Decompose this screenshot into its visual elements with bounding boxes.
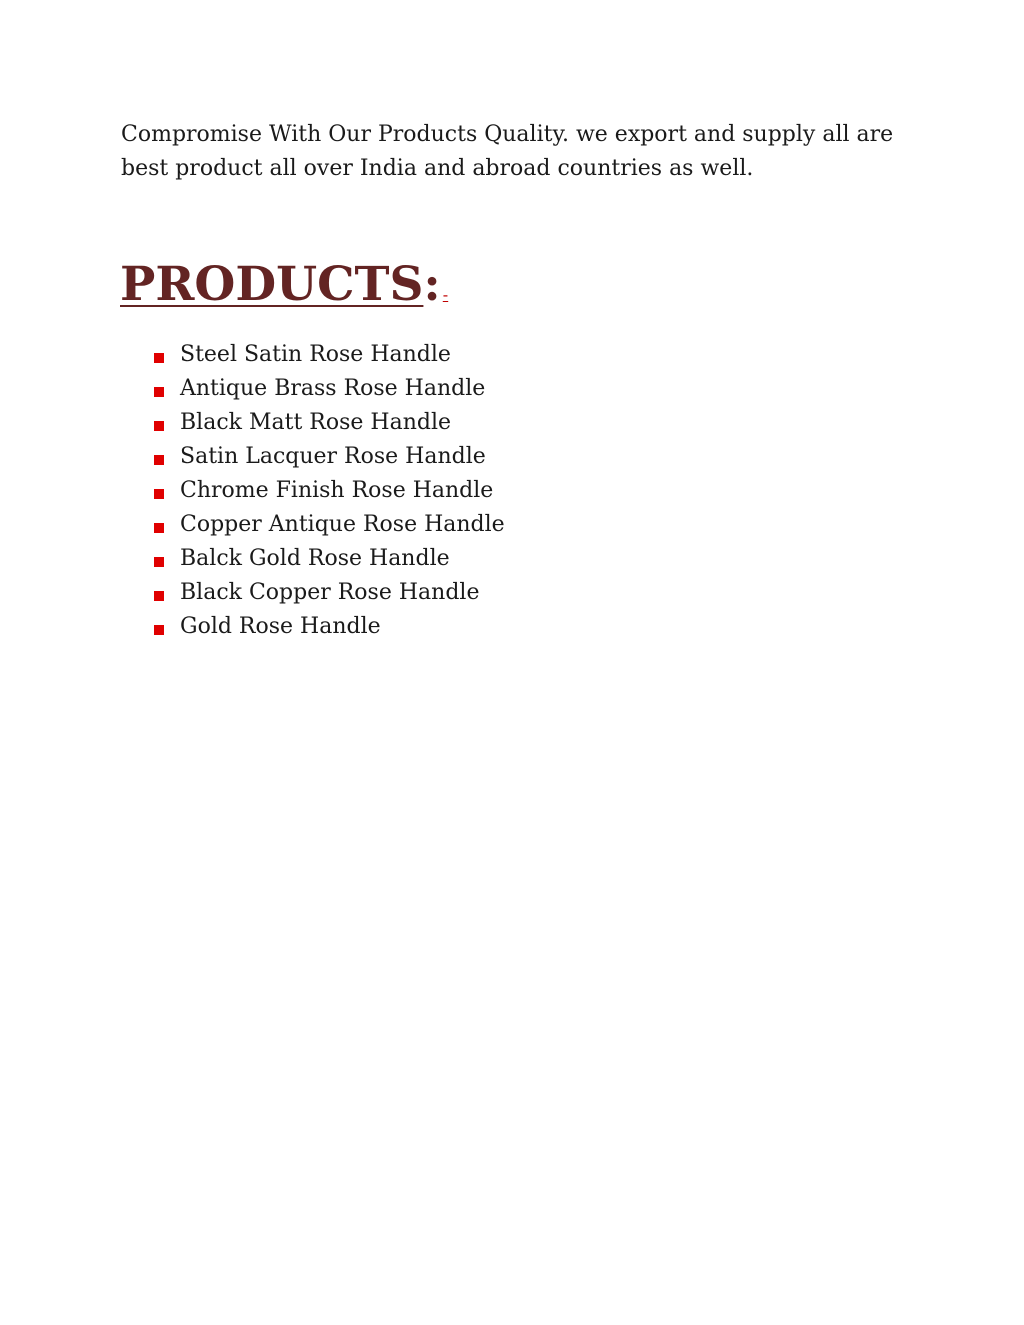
list-item <box>152 474 505 508</box>
product-name: Copper Antique Rose Handle <box>180 512 505 537</box>
products-heading-dash: - <box>442 285 449 304</box>
intro-paragraph <box>121 118 901 186</box>
square-bullet-icon <box>154 557 164 567</box>
products-heading-colon: : <box>423 257 441 312</box>
intro-line: best product all over India and abroad countries as well. <box>121 156 754 181</box>
product-name: Satin Lacquer Rose Handle <box>180 444 486 469</box>
intro-line: Compromise With Our Products Quality. we export and supply all are <box>121 122 894 147</box>
product-name: Gold Rose Handle <box>180 614 381 639</box>
square-bullet-icon <box>154 421 164 431</box>
list-item <box>152 508 505 542</box>
list-item <box>152 542 505 576</box>
product-name: Balck Gold Rose Handle <box>180 546 450 571</box>
square-bullet-icon <box>154 353 164 363</box>
products-list <box>152 338 505 644</box>
product-name: Antique Brass Rose Handle <box>180 376 486 401</box>
square-bullet-icon <box>154 523 164 533</box>
square-bullet-icon <box>154 455 164 465</box>
products-heading-text: PRODUCTS <box>120 257 424 312</box>
list-item <box>152 406 505 440</box>
square-bullet-icon <box>154 387 164 397</box>
list-item <box>152 372 505 406</box>
square-bullet-icon <box>154 625 164 635</box>
list-item <box>152 338 505 372</box>
product-name: Black Matt Rose Handle <box>180 410 452 435</box>
product-name: Black Copper Rose Handle <box>180 580 480 605</box>
product-name: Chrome Finish Rose Handle <box>180 478 494 503</box>
list-item <box>152 576 505 610</box>
list-item <box>152 610 505 644</box>
square-bullet-icon <box>154 591 164 601</box>
square-bullet-icon <box>154 489 164 499</box>
list-item <box>152 440 505 474</box>
products-heading <box>120 255 448 325</box>
product-name: Steel Satin Rose Handle <box>180 342 451 367</box>
